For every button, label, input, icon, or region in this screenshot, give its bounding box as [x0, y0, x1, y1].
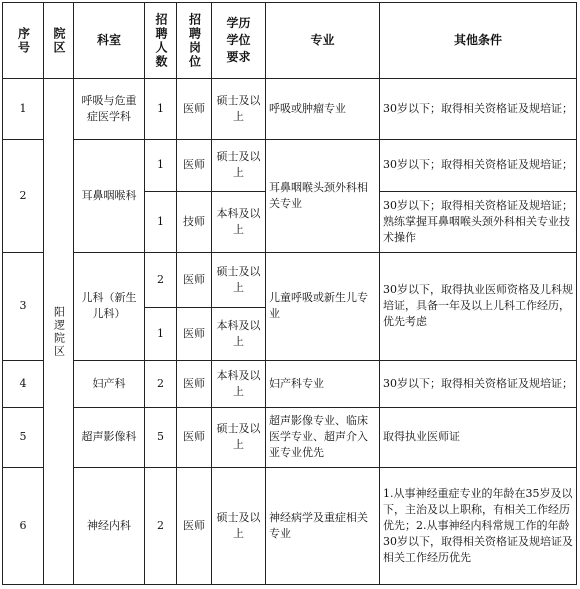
table-row — [3, 79, 577, 140]
table-row — [3, 252, 577, 308]
cell-other: 30岁以下；取得相关资格证及规培证； — [380, 79, 577, 140]
cell-post: 医师 — [177, 360, 212, 407]
cell-count: 1 — [145, 139, 177, 191]
cell-major: 儿童呼吸或新生儿专业 — [266, 252, 380, 360]
table-row — [3, 467, 577, 584]
header-edu: 学历学位要求 — [212, 3, 266, 79]
cell-major: 妇产科专业 — [266, 360, 380, 407]
cell-edu: 本科及以上 — [212, 308, 266, 360]
cell-count: 2 — [145, 360, 177, 407]
cell-post: 医师 — [177, 252, 212, 308]
header-count: 招聘人数 — [145, 3, 177, 79]
cell-count: 2 — [145, 252, 177, 308]
cell-count: 1 — [145, 79, 177, 140]
cell-dept: 妇产科 — [74, 360, 145, 407]
cell-campus: 阳逻院区 — [44, 79, 74, 585]
cell-edu: 硕士及以上 — [212, 252, 266, 308]
cell-seq: 1 — [3, 79, 44, 140]
header-dept: 科室 — [74, 3, 145, 79]
cell-post: 医师 — [177, 407, 212, 467]
cell-seq: 2 — [3, 139, 44, 252]
header-post: 招聘岗位 — [177, 3, 212, 79]
cell-other: 取得执业医师证 — [380, 407, 577, 467]
cell-major: 超声影像专业、临床医学专业、超声介入亚专业优先 — [266, 407, 380, 467]
cell-post: 医师 — [177, 308, 212, 360]
cell-edu: 硕士及以上 — [212, 139, 266, 191]
cell-dept: 耳鼻咽喉科 — [74, 139, 145, 252]
cell-dept: 儿科（新生儿科） — [74, 252, 145, 360]
header-row — [3, 3, 577, 79]
cell-edu: 本科及以上 — [212, 360, 266, 407]
cell-other: 30岁以下；取得相关资格证及规培证； — [380, 139, 577, 191]
header-major: 专业 — [266, 3, 380, 79]
cell-post: 医师 — [177, 79, 212, 140]
cell-seq: 5 — [3, 407, 44, 467]
header-campus: 院区 — [44, 3, 74, 79]
cell-dept: 呼吸与危重症医学科 — [74, 79, 145, 140]
table-row — [3, 139, 577, 191]
cell-edu: 硕士及以上 — [212, 407, 266, 467]
header-other: 其他条件 — [380, 3, 577, 79]
cell-post: 技师 — [177, 192, 212, 253]
table-row — [3, 407, 577, 467]
cell-dept: 神经内科 — [74, 467, 145, 584]
cell-other: 30岁以下；取得相关资格证及规培证； — [380, 360, 577, 407]
cell-other: 30岁以下；取得相关资格证及规培证；熟练掌握耳鼻咽喉头颈外科相关专业技术操作 — [380, 192, 577, 253]
cell-other: 30岁以下，取得执业医师资格及儿科规培证，具备一年及以上儿科工作经历，优先考虑 — [380, 252, 577, 360]
header-seq: 序号 — [3, 3, 44, 79]
cell-count: 1 — [145, 308, 177, 360]
cell-post: 医师 — [177, 467, 212, 584]
recruitment-table — [2, 2, 577, 585]
cell-seq: 6 — [3, 467, 44, 584]
cell-post: 医师 — [177, 139, 212, 191]
cell-count: 1 — [145, 192, 177, 253]
cell-edu: 硕士及以上 — [212, 467, 266, 584]
cell-seq: 4 — [3, 360, 44, 407]
cell-dept: 超声影像科 — [74, 407, 145, 467]
cell-count: 2 — [145, 467, 177, 584]
cell-other: 1.从事神经重症专业的年龄在35岁及以下，主治及以上职称，有相关工作经历优先；2.从事神经内科常规工作的年龄30岁以下，取得相关资格证及规培证及相关工作经历优先 — [380, 467, 577, 584]
cell-count: 5 — [145, 407, 177, 467]
cell-seq: 3 — [3, 252, 44, 360]
cell-major: 神经病学及重症相关专业 — [266, 467, 380, 584]
table-row — [3, 360, 577, 407]
cell-major: 耳鼻咽喉头颈外科相关专业 — [266, 139, 380, 252]
cell-edu: 本科及以上 — [212, 192, 266, 253]
cell-edu: 硕士及以上 — [212, 79, 266, 140]
cell-major: 呼吸或肿瘤专业 — [266, 79, 380, 140]
